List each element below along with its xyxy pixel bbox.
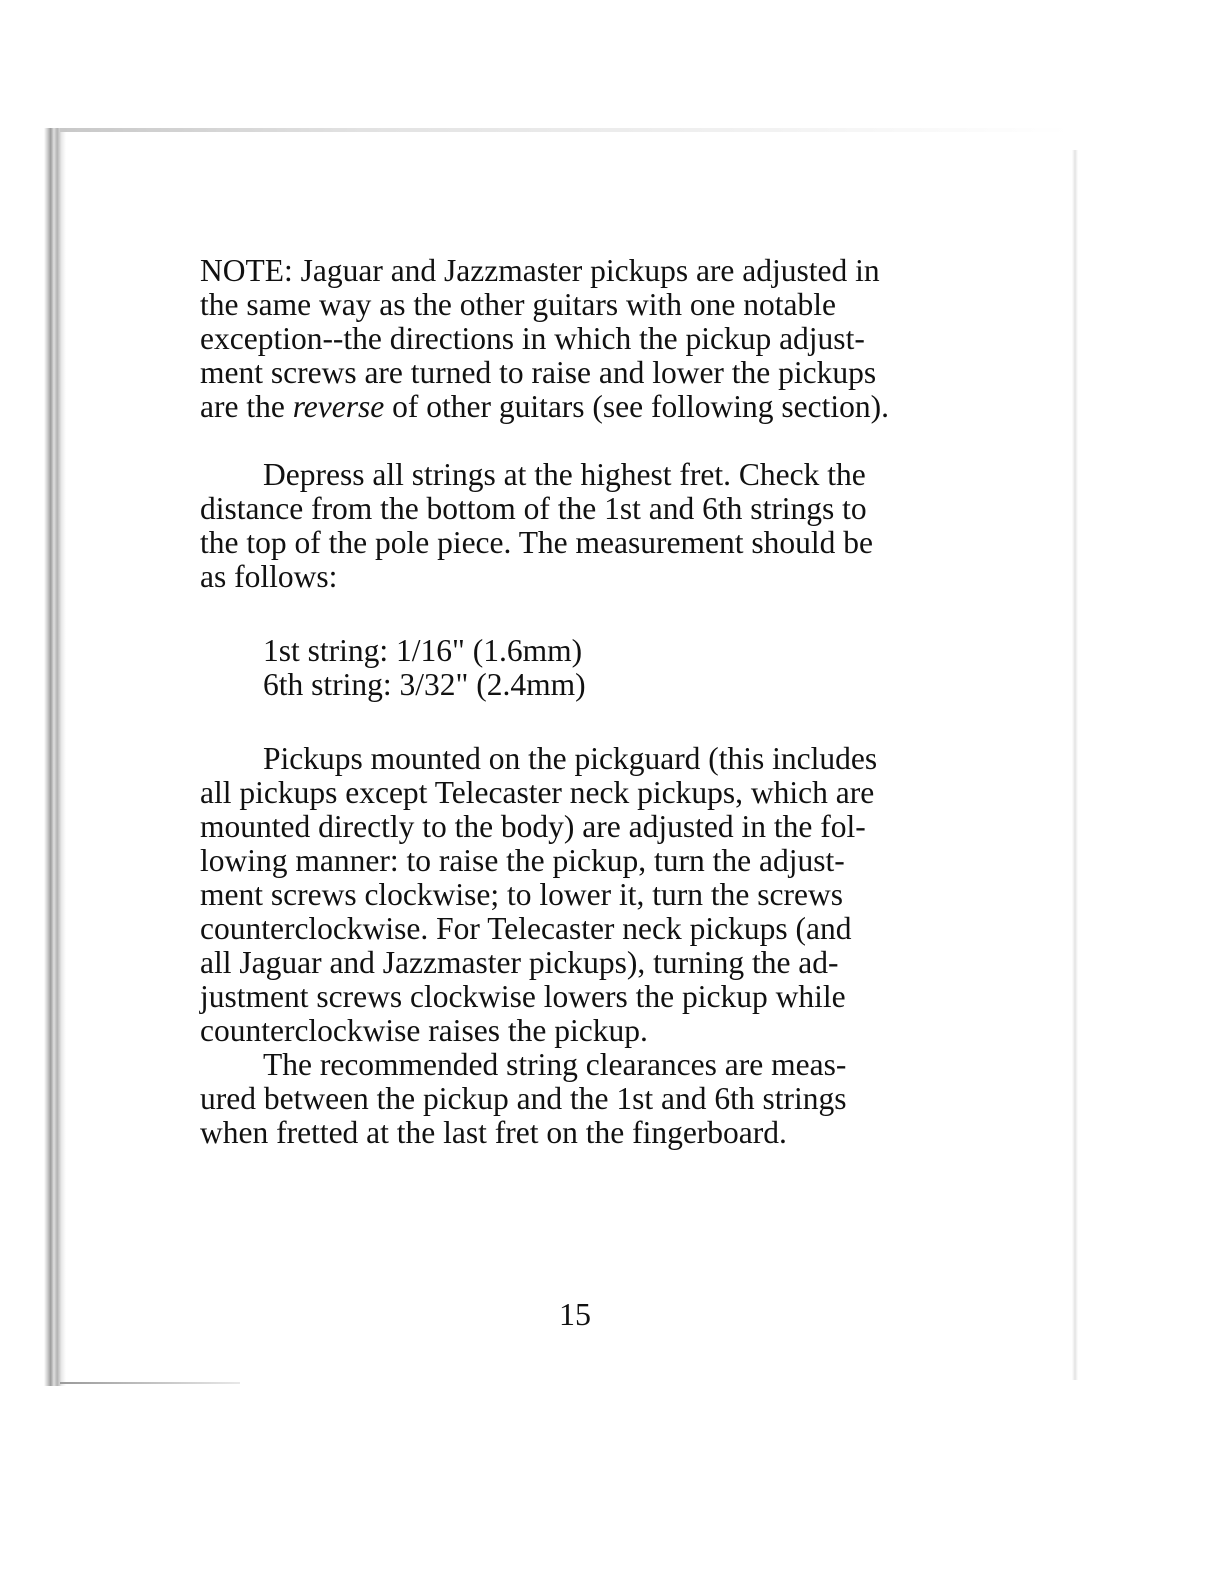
note-line-4: ment screws are turned to raise and lower the pickups — [200, 355, 877, 390]
clearance-paragraph — [200, 1048, 980, 1150]
note-line-5-start: are the — [200, 389, 285, 424]
page-body — [200, 254, 980, 1150]
depress-line-4: as follows: — [200, 559, 338, 594]
page-number: 15 — [559, 1296, 591, 1332]
depress-paragraph — [200, 458, 980, 594]
clearance-line-2: ured between the pickup and the 1st and 6th strings — [200, 1081, 847, 1116]
measurement-list — [200, 634, 980, 702]
note-line-5-end: of other guitars (see following section). — [392, 389, 889, 424]
scan-right-edge — [1072, 150, 1078, 1380]
note-line-5 — [200, 390, 980, 424]
pickguard-line-1: Pickups mounted on the pickguard (this includes — [263, 741, 878, 776]
pickguard-line-5: ment screws clockwise; to lower it, turn the screws — [200, 877, 843, 912]
clearance-line-3: when fretted at the last fret on the fingerboard. — [200, 1115, 787, 1150]
depress-line-3: the top of the pole piece. The measurement should be — [200, 525, 873, 560]
pickguard-line-9: counterclockwise raises the pickup. — [200, 1013, 648, 1048]
clearance-line-1: The recommended string clearances are meas- — [263, 1047, 847, 1082]
note-line-3: exception--the directions in which the pickup adjust- — [200, 321, 865, 356]
reverse-emphasis: reverse — [292, 389, 385, 424]
scan-top-edge — [60, 128, 1070, 132]
measurement-6th-string: 6th string: 3/32" (2.4mm) — [263, 667, 586, 702]
pickguard-line-3: mounted directly to the body) are adjusted in the fol- — [200, 809, 866, 844]
depress-line-2: distance from the bottom of the 1st and 6th strings to — [200, 491, 867, 526]
measurement-1st-string: 1st string: 1/16" (1.6mm) — [263, 633, 583, 668]
pickguard-line-4: lowing manner: to raise the pickup, turn the adjust- — [200, 843, 845, 878]
pickguard-line-7: all Jaguar and Jazzmaster pickups), turning the ad- — [200, 945, 839, 980]
scan-binding-edge — [44, 128, 66, 1386]
pickguard-line-8: justment screws clockwise lowers the pickup while — [200, 979, 846, 1014]
note-line-1: NOTE: Jaguar and Jazzmaster pickups are adjusted in — [200, 253, 880, 288]
note-paragraph — [200, 254, 980, 424]
depress-line-1: Depress all strings at the highest fret. Check the — [263, 457, 866, 492]
scan-bottom-edge — [60, 1382, 240, 1384]
note-line-2: the same way as the other guitars with one notable — [200, 287, 836, 322]
pickguard-paragraph — [200, 742, 980, 1048]
pickguard-line-2: all pickups except Telecaster neck pickups, which are — [200, 775, 875, 810]
pickguard-line-6: counterclockwise. For Telecaster neck pickups (and — [200, 911, 852, 946]
